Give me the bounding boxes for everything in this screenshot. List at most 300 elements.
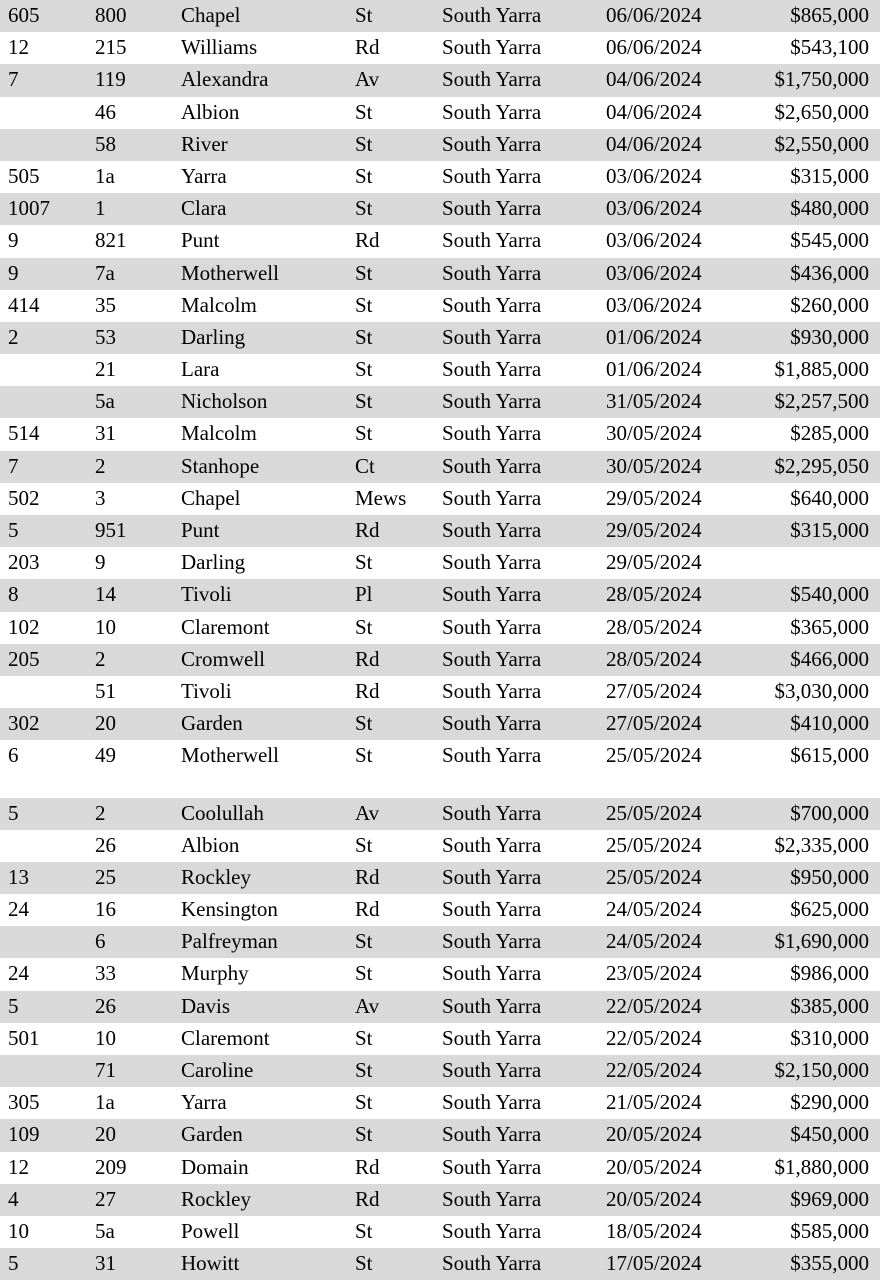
suburb-cell: South Yarra (442, 864, 542, 889)
sale-date-cell: 28/05/2024 (606, 582, 702, 607)
street-number-cell: 26 (95, 993, 116, 1018)
sale-date-cell: 03/06/2024 (606, 163, 702, 188)
sale-price-cell: $865,000 (790, 3, 869, 27)
street-number-cell: 209 (95, 1154, 127, 1179)
street-type-cell: Rd (355, 1154, 380, 1179)
street-name-cell: Chapel (181, 485, 241, 510)
unit-cell: 203 (8, 550, 40, 575)
street-number-cell: 7a (95, 260, 115, 285)
street-type-cell: Rd (355, 646, 380, 671)
street-number-cell: 10 (95, 614, 116, 639)
suburb-cell: South Yarra (442, 1058, 542, 1082)
sale-price-cell: $450,000 (790, 1122, 869, 1147)
street-type-cell: Av (355, 800, 380, 825)
sale-date-cell: 04/06/2024 (606, 99, 702, 124)
unit-cell: 8 (8, 582, 19, 607)
sale-date-cell: 20/05/2024 (606, 1154, 702, 1179)
suburb-cell: South Yarra (442, 614, 542, 639)
suburb-cell: South Yarra (442, 1218, 542, 1243)
street-type-cell: Rd (355, 228, 380, 253)
street-number-cell: 46 (95, 99, 116, 124)
suburb-cell: South Yarra (442, 897, 542, 922)
street-number-cell: 215 (95, 35, 127, 60)
street-name-cell: Albion (181, 99, 240, 124)
street-type-cell: Rd (355, 864, 380, 889)
unit-cell: 5 (8, 518, 19, 542)
table-row (0, 32, 880, 64)
street-type-cell: Ct (355, 453, 375, 478)
sale-price-cell: $625,000 (790, 897, 869, 922)
sale-date-cell: 30/05/2024 (606, 453, 702, 478)
table-row (0, 1055, 880, 1087)
unit-cell: 605 (8, 3, 40, 27)
street-name-cell: Punt (181, 518, 220, 542)
sale-date-cell: 03/06/2024 (606, 260, 702, 285)
sale-price-cell: $1,885,000 (774, 357, 869, 382)
street-name-cell: Darling (181, 550, 246, 575)
street-name-cell: Nicholson (181, 389, 268, 414)
sale-price-cell: $2,150,000 (774, 1058, 869, 1082)
unit-cell: 10 (8, 1218, 29, 1243)
unit-cell: 13 (8, 864, 29, 889)
unit-cell: 7 (8, 67, 19, 92)
street-type-cell: Av (355, 67, 380, 92)
street-number-cell: 53 (95, 324, 116, 349)
sale-date-cell: 29/05/2024 (606, 518, 702, 542)
street-type-cell: St (355, 614, 373, 639)
table-row (0, 547, 880, 579)
street-number-cell: 51 (95, 678, 116, 703)
street-name-cell: Yarra (181, 163, 227, 188)
table-row (0, 290, 880, 322)
sale-price-cell: $355,000 (790, 1251, 869, 1276)
sale-date-cell: 04/06/2024 (606, 131, 702, 156)
street-number-cell: 21 (95, 357, 116, 382)
suburb-cell: South Yarra (442, 961, 542, 986)
suburb-cell: South Yarra (442, 550, 542, 575)
suburb-cell: South Yarra (442, 743, 542, 768)
suburb-cell: South Yarra (442, 35, 542, 60)
street-name-cell: Claremont (181, 1025, 270, 1050)
table-row (0, 322, 880, 354)
sale-date-cell: 29/05/2024 (606, 485, 702, 510)
street-number-cell: 20 (95, 711, 116, 736)
street-number-cell: 821 (95, 228, 127, 253)
sale-price-cell: $2,650,000 (774, 99, 869, 124)
sale-price-cell: $969,000 (790, 1186, 869, 1211)
sale-date-cell: 04/06/2024 (606, 67, 702, 92)
sale-price-cell: $930,000 (790, 324, 869, 349)
sale-price-cell: $310,000 (790, 1025, 869, 1050)
street-name-cell: Punt (181, 228, 220, 253)
sale-price-cell: $2,550,000 (774, 131, 869, 156)
sale-price-cell: $260,000 (790, 292, 869, 317)
sale-date-cell: 24/05/2024 (606, 897, 702, 922)
street-name-cell: Tivoli (181, 678, 232, 703)
street-name-cell: Caroline (181, 1058, 254, 1082)
sale-price-cell: $3,030,000 (774, 678, 869, 703)
table-row (0, 740, 880, 772)
street-number-cell: 951 (95, 518, 127, 542)
suburb-cell: South Yarra (442, 800, 542, 825)
sale-date-cell: 27/05/2024 (606, 678, 702, 703)
table-row (0, 225, 880, 257)
unit-cell: 5 (8, 993, 19, 1018)
street-number-cell: 58 (95, 131, 116, 156)
street-type-cell: Av (355, 993, 380, 1018)
street-type-cell: St (355, 1058, 373, 1082)
street-number-cell: 1 (95, 196, 106, 221)
street-name-cell: Palfreyman (181, 929, 278, 954)
table-row (0, 926, 880, 958)
street-name-cell: Davis (181, 993, 230, 1018)
table-row (0, 830, 880, 862)
sale-date-cell: 01/06/2024 (606, 357, 702, 382)
street-type-cell: Rd (355, 518, 380, 542)
sale-price-cell: $615,000 (790, 743, 869, 768)
suburb-cell: South Yarra (442, 646, 542, 671)
unit-cell: 12 (8, 1154, 29, 1179)
street-number-cell: 3 (95, 485, 106, 510)
table-row (0, 258, 880, 290)
table-row (0, 193, 880, 225)
unit-cell: 9 (8, 260, 19, 285)
street-type-cell: Rd (355, 1186, 380, 1211)
suburb-cell: South Yarra (442, 518, 542, 542)
street-number-cell: 35 (95, 292, 116, 317)
table-row (0, 1119, 880, 1151)
suburb-cell: South Yarra (442, 389, 542, 414)
sale-date-cell: 21/05/2024 (606, 1090, 702, 1115)
suburb-cell: South Yarra (442, 1025, 542, 1050)
unit-cell: 24 (8, 961, 29, 986)
sale-date-cell: 22/05/2024 (606, 993, 702, 1018)
street-name-cell: Clara (181, 196, 227, 221)
street-type-cell: St (355, 163, 373, 188)
street-name-cell: Stanhope (181, 453, 260, 478)
table-row (0, 1184, 880, 1216)
table-row (0, 97, 880, 129)
street-number-cell: 71 (95, 1058, 116, 1082)
unit-cell: 2 (8, 324, 19, 349)
unit-cell: 109 (8, 1122, 40, 1147)
street-name-cell: Chapel (181, 3, 241, 27)
street-number-cell: 33 (95, 961, 116, 986)
sale-price-cell: $986,000 (790, 961, 869, 986)
suburb-cell: South Yarra (442, 3, 542, 27)
table-row (0, 644, 880, 676)
unit-cell: 6 (8, 743, 19, 768)
sale-date-cell: 20/05/2024 (606, 1122, 702, 1147)
table-row (0, 451, 880, 483)
street-number-cell: 49 (95, 743, 116, 768)
suburb-cell: South Yarra (442, 324, 542, 349)
street-type-cell: St (355, 832, 373, 857)
street-type-cell: Rd (355, 678, 380, 703)
table-row (0, 161, 880, 193)
street-name-cell: Garden (181, 711, 243, 736)
street-name-cell: Yarra (181, 1090, 227, 1115)
unit-cell: 102 (8, 614, 40, 639)
table-row (0, 64, 880, 96)
table-row (0, 612, 880, 644)
street-number-cell: 6 (95, 929, 106, 954)
street-number-cell: 14 (95, 582, 116, 607)
sale-date-cell: 30/05/2024 (606, 421, 702, 446)
street-type-cell: Rd (355, 35, 380, 60)
suburb-cell: South Yarra (442, 678, 542, 703)
street-type-cell: St (355, 196, 373, 221)
sale-date-cell: 20/05/2024 (606, 1186, 702, 1211)
unit-cell: 205 (8, 646, 40, 671)
sale-price-cell: $1,750,000 (774, 67, 869, 92)
street-name-cell: Tivoli (181, 582, 232, 607)
sale-price-cell: $1,880,000 (774, 1154, 869, 1179)
sale-date-cell: 25/05/2024 (606, 743, 702, 768)
street-number-cell: 2 (95, 646, 106, 671)
table-row (0, 894, 880, 926)
suburb-cell: South Yarra (442, 292, 542, 317)
table-row (0, 958, 880, 990)
street-number-cell: 20 (95, 1122, 116, 1147)
sale-price-cell: $2,257,500 (774, 389, 869, 414)
suburb-cell: South Yarra (442, 582, 542, 607)
suburb-cell: South Yarra (442, 711, 542, 736)
sale-price-cell: $285,000 (790, 421, 869, 446)
suburb-cell: South Yarra (442, 99, 542, 124)
street-name-cell: Rockley (181, 1186, 251, 1211)
street-name-cell: Malcolm (181, 421, 257, 446)
sale-price-cell: $436,000 (790, 260, 869, 285)
table-row (0, 129, 880, 161)
sale-date-cell: 06/06/2024 (606, 35, 702, 60)
table-row (0, 798, 880, 830)
suburb-cell: South Yarra (442, 1186, 542, 1211)
street-type-cell: St (355, 929, 373, 954)
street-type-cell: St (355, 324, 373, 349)
table-row (0, 1023, 880, 1055)
street-type-cell: St (355, 1251, 373, 1276)
street-name-cell: Rockley (181, 864, 251, 889)
unit-cell: 5 (8, 800, 19, 825)
street-number-cell: 119 (95, 67, 126, 92)
unit-cell: 5 (8, 1251, 19, 1276)
street-type-cell: St (355, 131, 373, 156)
sale-price-cell: $545,000 (790, 228, 869, 253)
street-name-cell: Motherwell (181, 743, 279, 768)
unit-cell: 12 (8, 35, 29, 60)
street-name-cell: Coolullah (181, 800, 264, 825)
suburb-cell: South Yarra (442, 1122, 542, 1147)
unit-cell: 9 (8, 228, 19, 253)
sale-price-cell: $2,335,000 (774, 832, 869, 857)
sale-price-cell: $540,000 (790, 582, 869, 607)
sale-price-cell: $385,000 (790, 993, 869, 1018)
table-row (0, 579, 880, 611)
sale-price-cell: $466,000 (790, 646, 869, 671)
sale-price-cell: $480,000 (790, 196, 869, 221)
sale-price-cell: $410,000 (790, 711, 869, 736)
suburb-cell: South Yarra (442, 1154, 542, 1179)
street-name-cell: Lara (181, 357, 220, 382)
unit-cell: 4 (8, 1186, 19, 1211)
unit-cell: 24 (8, 897, 29, 922)
street-name-cell: Darling (181, 324, 246, 349)
table-row (0, 991, 880, 1023)
street-type-cell: St (355, 1025, 373, 1050)
suburb-cell: South Yarra (442, 131, 542, 156)
suburb-cell: South Yarra (442, 357, 542, 382)
street-type-cell: St (355, 357, 373, 382)
sale-price-cell: $640,000 (790, 485, 869, 510)
suburb-cell: South Yarra (442, 993, 542, 1018)
table-row (0, 515, 880, 547)
suburb-cell: South Yarra (442, 485, 542, 510)
street-number-cell: 800 (95, 3, 127, 27)
table-row (0, 483, 880, 515)
sale-date-cell: 03/06/2024 (606, 228, 702, 253)
unit-cell: 502 (8, 485, 40, 510)
sale-date-cell: 24/05/2024 (606, 929, 702, 954)
sale-price-cell: $315,000 (790, 163, 869, 188)
street-number-cell: 2 (95, 453, 106, 478)
table-row (0, 1216, 880, 1248)
suburb-cell: South Yarra (442, 1251, 542, 1276)
street-type-cell: St (355, 1122, 373, 1147)
street-number-cell: 27 (95, 1186, 116, 1211)
street-name-cell: Powell (181, 1218, 240, 1243)
sale-price-cell: $700,000 (790, 800, 869, 825)
sale-price-cell: $2,295,050 (774, 453, 869, 478)
street-type-cell: St (355, 389, 373, 414)
street-name-cell: Claremont (181, 614, 270, 639)
street-name-cell: Motherwell (181, 260, 279, 285)
street-type-cell: Mews (355, 485, 407, 510)
street-name-cell: Williams (181, 35, 258, 60)
street-number-cell: 25 (95, 864, 116, 889)
sale-price-cell: $365,000 (790, 614, 869, 639)
sale-date-cell: 28/05/2024 (606, 646, 702, 671)
street-number-cell: 10 (95, 1025, 116, 1050)
street-name-cell: Domain (181, 1154, 249, 1179)
suburb-cell: South Yarra (442, 1090, 542, 1115)
street-type-cell: St (355, 743, 373, 768)
street-number-cell: 1a (95, 163, 115, 188)
street-number-cell: 2 (95, 800, 106, 825)
table-row (0, 708, 880, 740)
unit-cell: 305 (8, 1090, 40, 1115)
street-type-cell: St (355, 961, 373, 986)
sale-date-cell: 31/05/2024 (606, 389, 702, 414)
sale-date-cell: 25/05/2024 (606, 864, 702, 889)
sale-price-cell: $585,000 (790, 1218, 869, 1243)
street-number-cell: 31 (95, 421, 116, 446)
street-name-cell: Kensington (181, 897, 278, 922)
suburb-cell: South Yarra (442, 421, 542, 446)
sale-price-cell: $1,690,000 (774, 929, 869, 954)
street-type-cell: St (355, 99, 373, 124)
sale-price-cell: $543,100 (790, 35, 869, 60)
street-name-cell: River (181, 131, 228, 156)
sale-date-cell: 17/05/2024 (606, 1251, 702, 1276)
suburb-cell: South Yarra (442, 228, 542, 253)
table-row (0, 1248, 880, 1280)
street-name-cell: Malcolm (181, 292, 257, 317)
sale-price-cell: $290,000 (790, 1090, 869, 1115)
street-type-cell: St (355, 550, 373, 575)
sale-date-cell: 18/05/2024 (606, 1218, 702, 1243)
street-number-cell: 26 (95, 832, 116, 857)
unit-cell: 501 (8, 1025, 40, 1050)
street-type-cell: Rd (355, 897, 380, 922)
table-row (0, 386, 880, 418)
sale-date-cell: 03/06/2024 (606, 196, 702, 221)
street-number-cell: 1a (95, 1090, 115, 1115)
sale-date-cell: 25/05/2024 (606, 800, 702, 825)
sale-date-cell: 01/06/2024 (606, 324, 702, 349)
street-name-cell: Cromwell (181, 646, 265, 671)
street-type-cell: St (355, 421, 373, 446)
street-name-cell: Alexandra (181, 67, 269, 92)
street-type-cell: St (355, 1090, 373, 1115)
street-type-cell: St (355, 3, 373, 27)
street-type-cell: St (355, 1218, 373, 1243)
suburb-cell: South Yarra (442, 196, 542, 221)
street-number-cell: 5a (95, 1218, 115, 1243)
street-type-cell: St (355, 260, 373, 285)
sale-price-cell: $315,000 (790, 518, 869, 542)
sale-date-cell: 03/06/2024 (606, 292, 702, 317)
street-name-cell: Albion (181, 832, 240, 857)
table-row (0, 1087, 880, 1119)
sale-date-cell: 06/06/2024 (606, 3, 702, 27)
unit-cell: 505 (8, 163, 40, 188)
unit-cell: 7 (8, 453, 19, 478)
sale-date-cell: 25/05/2024 (606, 832, 702, 857)
street-number-cell: 5a (95, 389, 115, 414)
street-name-cell: Howitt (181, 1251, 240, 1276)
suburb-cell: South Yarra (442, 163, 542, 188)
unit-cell: 302 (8, 711, 40, 736)
table-row (0, 0, 880, 32)
street-number-cell: 31 (95, 1251, 116, 1276)
suburb-cell: South Yarra (442, 67, 542, 92)
suburb-cell: South Yarra (442, 929, 542, 954)
table-row (0, 862, 880, 894)
table-row (0, 418, 880, 450)
sale-date-cell: 22/05/2024 (606, 1058, 702, 1082)
unit-cell: 514 (8, 421, 40, 446)
suburb-cell: South Yarra (442, 453, 542, 478)
sale-date-cell: 28/05/2024 (606, 614, 702, 639)
sale-date-cell: 22/05/2024 (606, 1025, 702, 1050)
unit-cell: 414 (8, 292, 40, 317)
sale-date-cell: 23/05/2024 (606, 961, 702, 986)
street-type-cell: St (355, 292, 373, 317)
street-name-cell: Murphy (181, 961, 249, 986)
table-row (0, 354, 880, 386)
unit-cell: 1007 (8, 196, 50, 221)
street-type-cell: St (355, 711, 373, 736)
suburb-cell: South Yarra (442, 832, 542, 857)
street-number-cell: 16 (95, 897, 116, 922)
table-row (0, 1152, 880, 1184)
table-row (0, 676, 880, 708)
suburb-cell: South Yarra (442, 260, 542, 285)
street-name-cell: Garden (181, 1122, 243, 1147)
street-type-cell: Pl (355, 582, 373, 607)
sale-date-cell: 27/05/2024 (606, 711, 702, 736)
